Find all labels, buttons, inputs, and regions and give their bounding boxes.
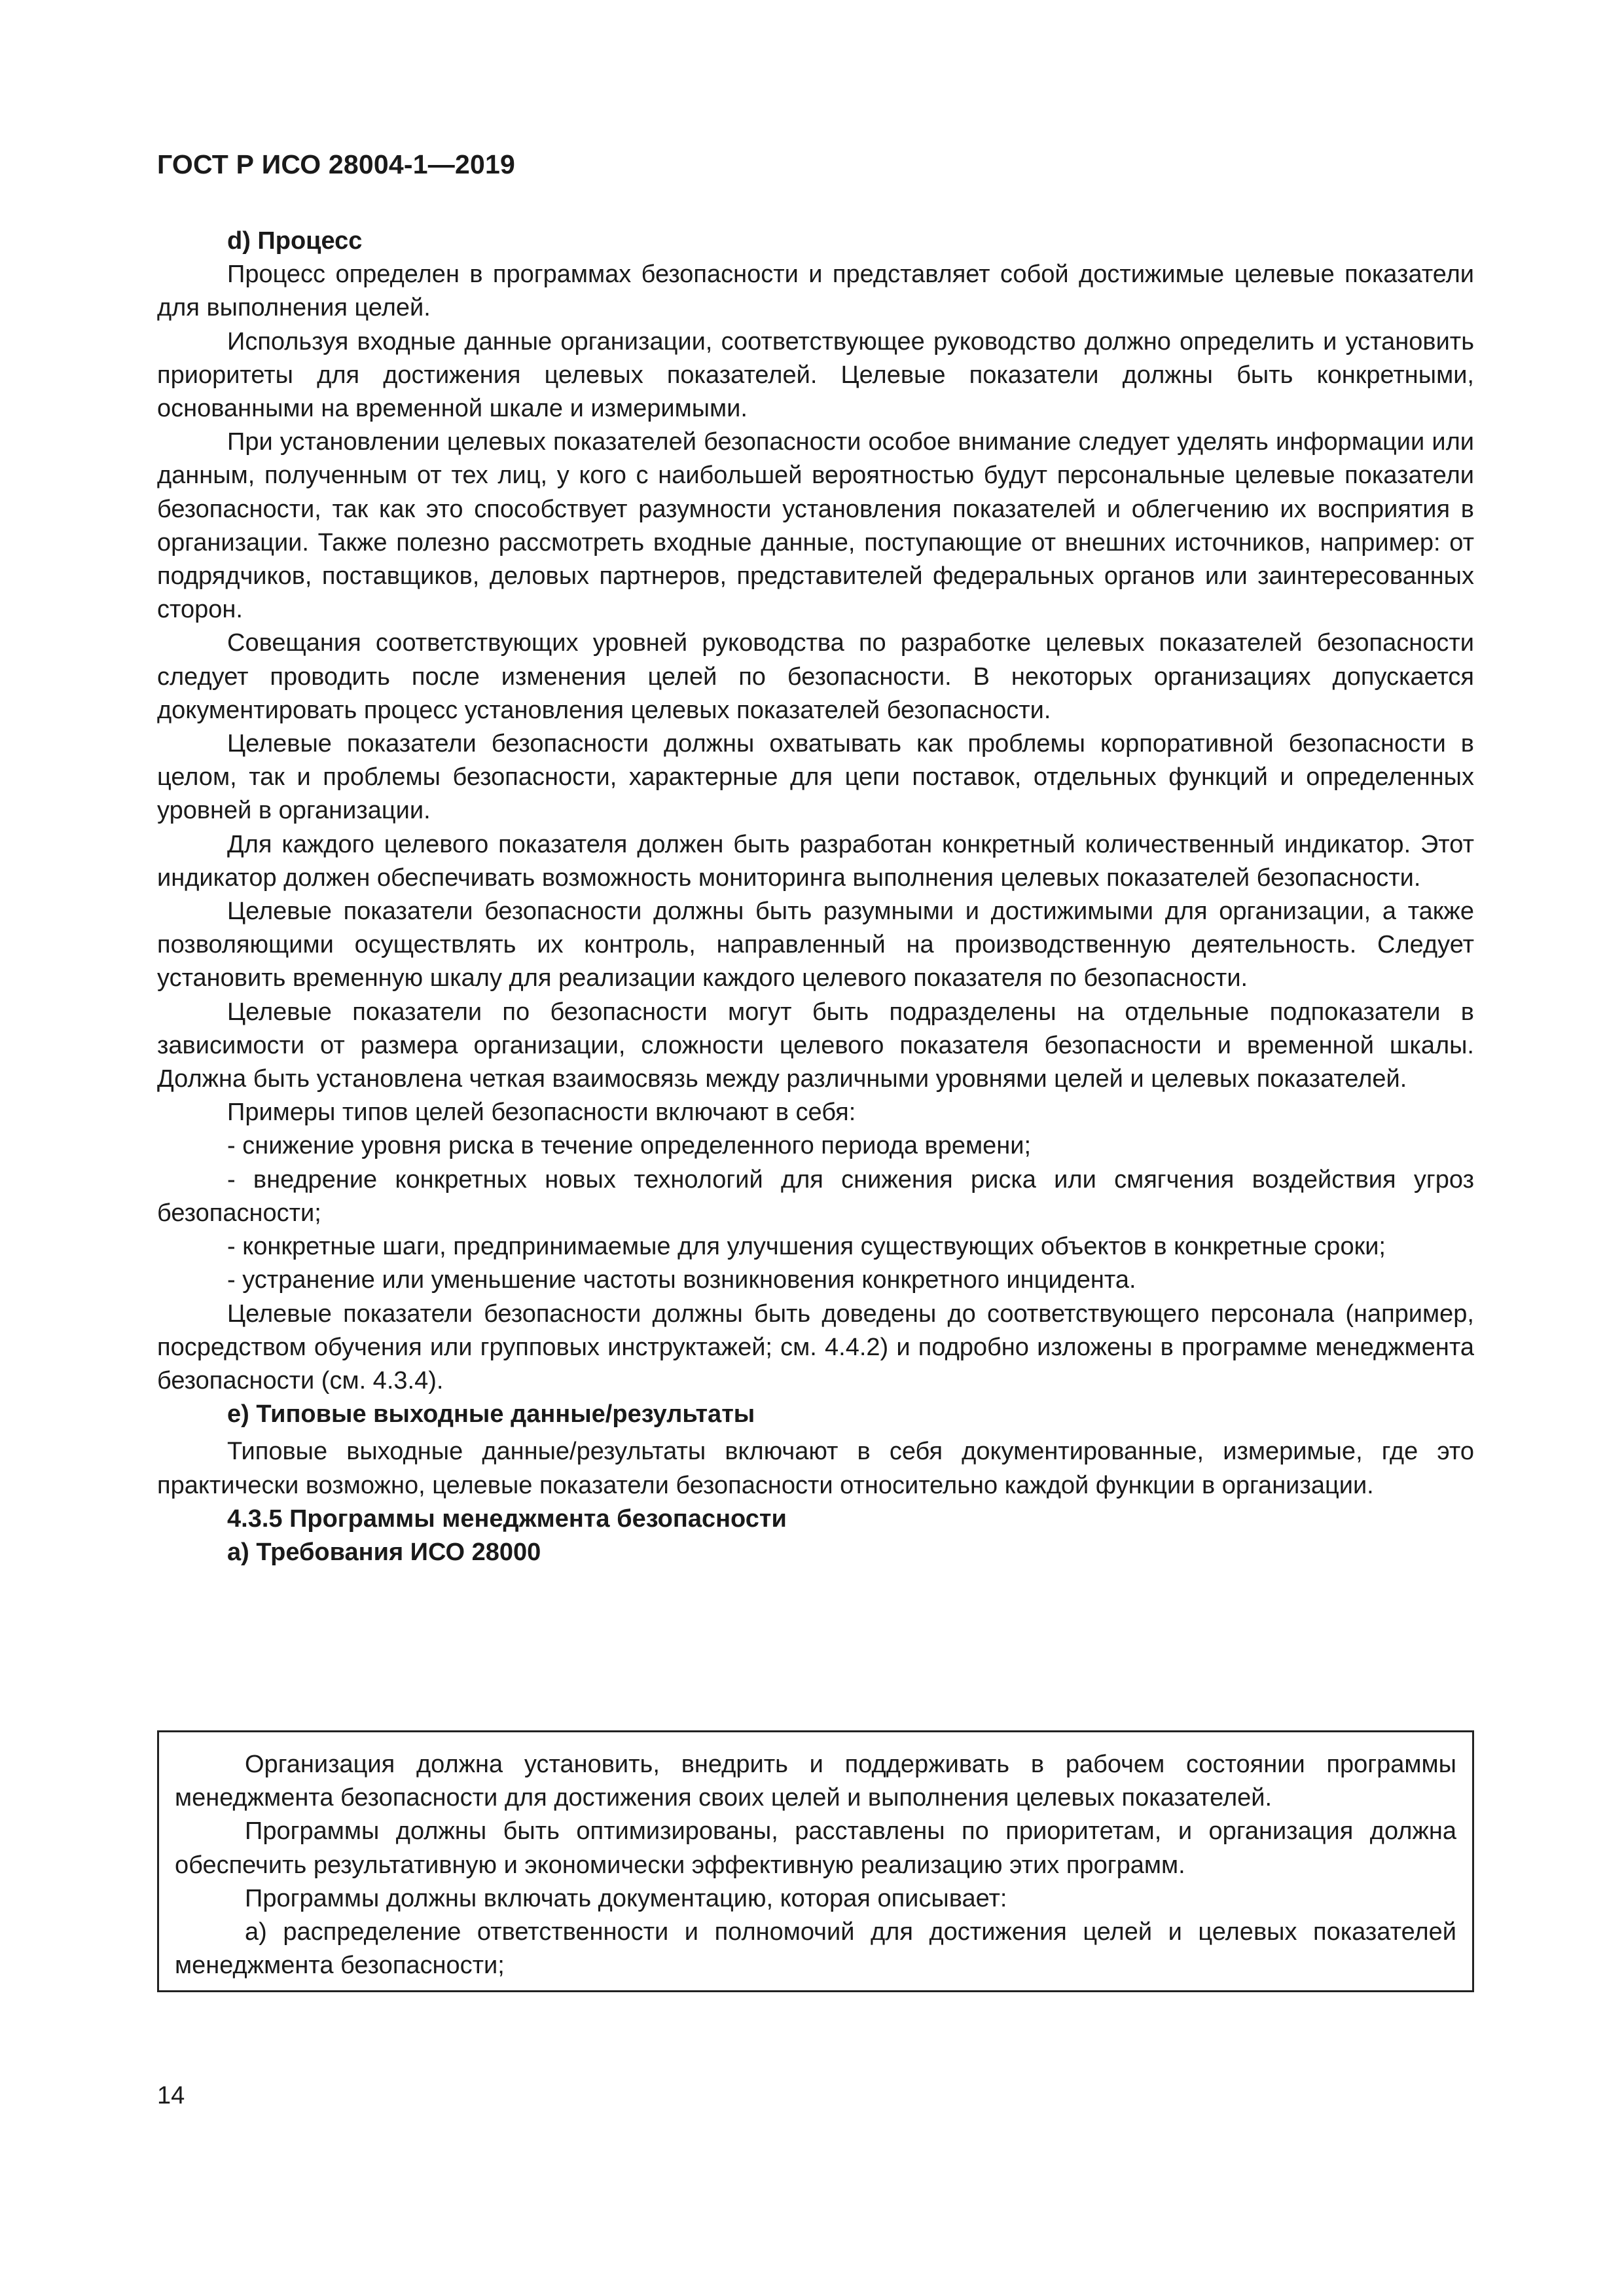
section-435-subheading: а) Требования ИСО 28000 (227, 1538, 541, 1566)
paragraph: Совещания соответствующих уровней руководства по разработке целевых показателей безопасности следует проводить после изменения целей по безопасности. В некоторых организациях допускается документировать процесс установления целевых показателей безопасности. (157, 629, 1474, 724)
box-paragraph: Программы должны быть оптимизированы, расставлены по приоритетам, и организация должна обеспечить результативную и экономически эффективную реализацию этих программ. (175, 1817, 1456, 1879)
box-paragraph: Организация должна установить, внедрить и поддерживать в рабочем состоянии программы менеджмента безопасности для достижения своих целей и выполнения целевых показателей. (175, 1751, 1456, 1812)
section-e-heading: е) Типовые выходные данные/результаты (227, 1400, 755, 1429)
paragraph: Примеры типов целей безопасности включают в себя: (227, 1099, 856, 1127)
paragraph: При установлении целевых показателей безопасности особое внимание следует уделять информации или данным, полученным от тех лиц, у кого с наибольшей вероятностью будут персональные целевые показатели безопасности, так как это способствует разумности установления показателей и облегчению их восприятия в организации. Также полезно рассмотреть входные данные, поступающие от внешних источников, например: от подрядчиков, поставщиков, деловых партнеров, представителей федеральных органов или заинтересованных сторон. (157, 428, 1474, 624)
paragraph: Для каждого целевого показателя должен быть разработан конкретный количественный индикатор. Этот индикатор должен обеспечивать возможность мониторинга выполнения целевых показателей безопасности. (157, 830, 1474, 892)
list-item: - устранение или уменьшение частоты возникновения конкретного инцидента. (227, 1266, 1136, 1294)
document-header: ГОСТ Р ИСО 28004-1—2019 (157, 149, 515, 179)
main-content (157, 225, 1474, 1569)
paragraph: Типовые выходные данные/результаты включают в себя документированные, измеримые, где это практически возможно, целевые показатели безопасности относительно каждой функции в организации. (157, 1438, 1474, 1499)
paragraph: Процесс определен в программах безопасности и представляет собой достижимые целевые показатели для выполнения целей. (157, 261, 1474, 322)
list-item: - конкретные шаги, предпринимаемые для улучшения существующих объектов в конкретные сроки; (227, 1233, 1386, 1261)
list-item: - внедрение конкретных новых технологий для снижения риска или смягчения воздействия угроз безопасности; (157, 1165, 1474, 1227)
paragraph: Целевые показатели по безопасности могут быть подразделены на отдельные подпоказатели в зависимости от размера организации, сложности целевого показателя безопасности и временной шкалы. Должна быть установлена четкая взаимосвязь между различными уровнями целей и целевых показателей. (157, 998, 1474, 1093)
page-number: 14 (157, 2082, 185, 2109)
paragraph: Целевые показатели безопасности должны быть разумными и достижимыми для организации, а также позволяющими осуществлять их контроль, направленный на производственную деятельность. Следует установить временную шкалу для реализации каждого целевого показателя по безопасности. (157, 898, 1474, 993)
box-paragraph: Программы должны включать документацию, которая описывает: (245, 1884, 1007, 1912)
section-435-heading: 4.3.5 Программы менеджмента безопасности (227, 1504, 787, 1533)
list-item: - снижение уровня риска в течение определенного периода времени; (227, 1132, 1032, 1160)
paragraph: Целевые показатели безопасности должны быть доведены до соответствующего персонала (например, посредством обучения или групповых инструктажей; см. 4.4.2) и подробно изложены в программе менеджмента безопасности (см. 4.3.4). (157, 1300, 1474, 1394)
paragraph: Целевые показатели безопасности должны охватывать как проблемы корпоративной безопасности в целом, так и проблемы безопасности, характерные для цепи поставок, отдельных функций и определенных уровней в организации. (157, 730, 1474, 825)
box-paragraph: а) распределение ответственности и полномочий для достижения целей и целевых показателей менеджмента безопасности; (175, 1918, 1456, 1980)
requirements-box (157, 1730, 1474, 1992)
paragraph: Используя входные данные организации, соответствующее руководство должно определить и установить приоритеты для достижения целевых показателей. Целевые показатели должны быть конкретными, основанными на временной шкале и измеримыми. (157, 327, 1474, 423)
section-d-heading: d) Процесс (227, 227, 363, 255)
